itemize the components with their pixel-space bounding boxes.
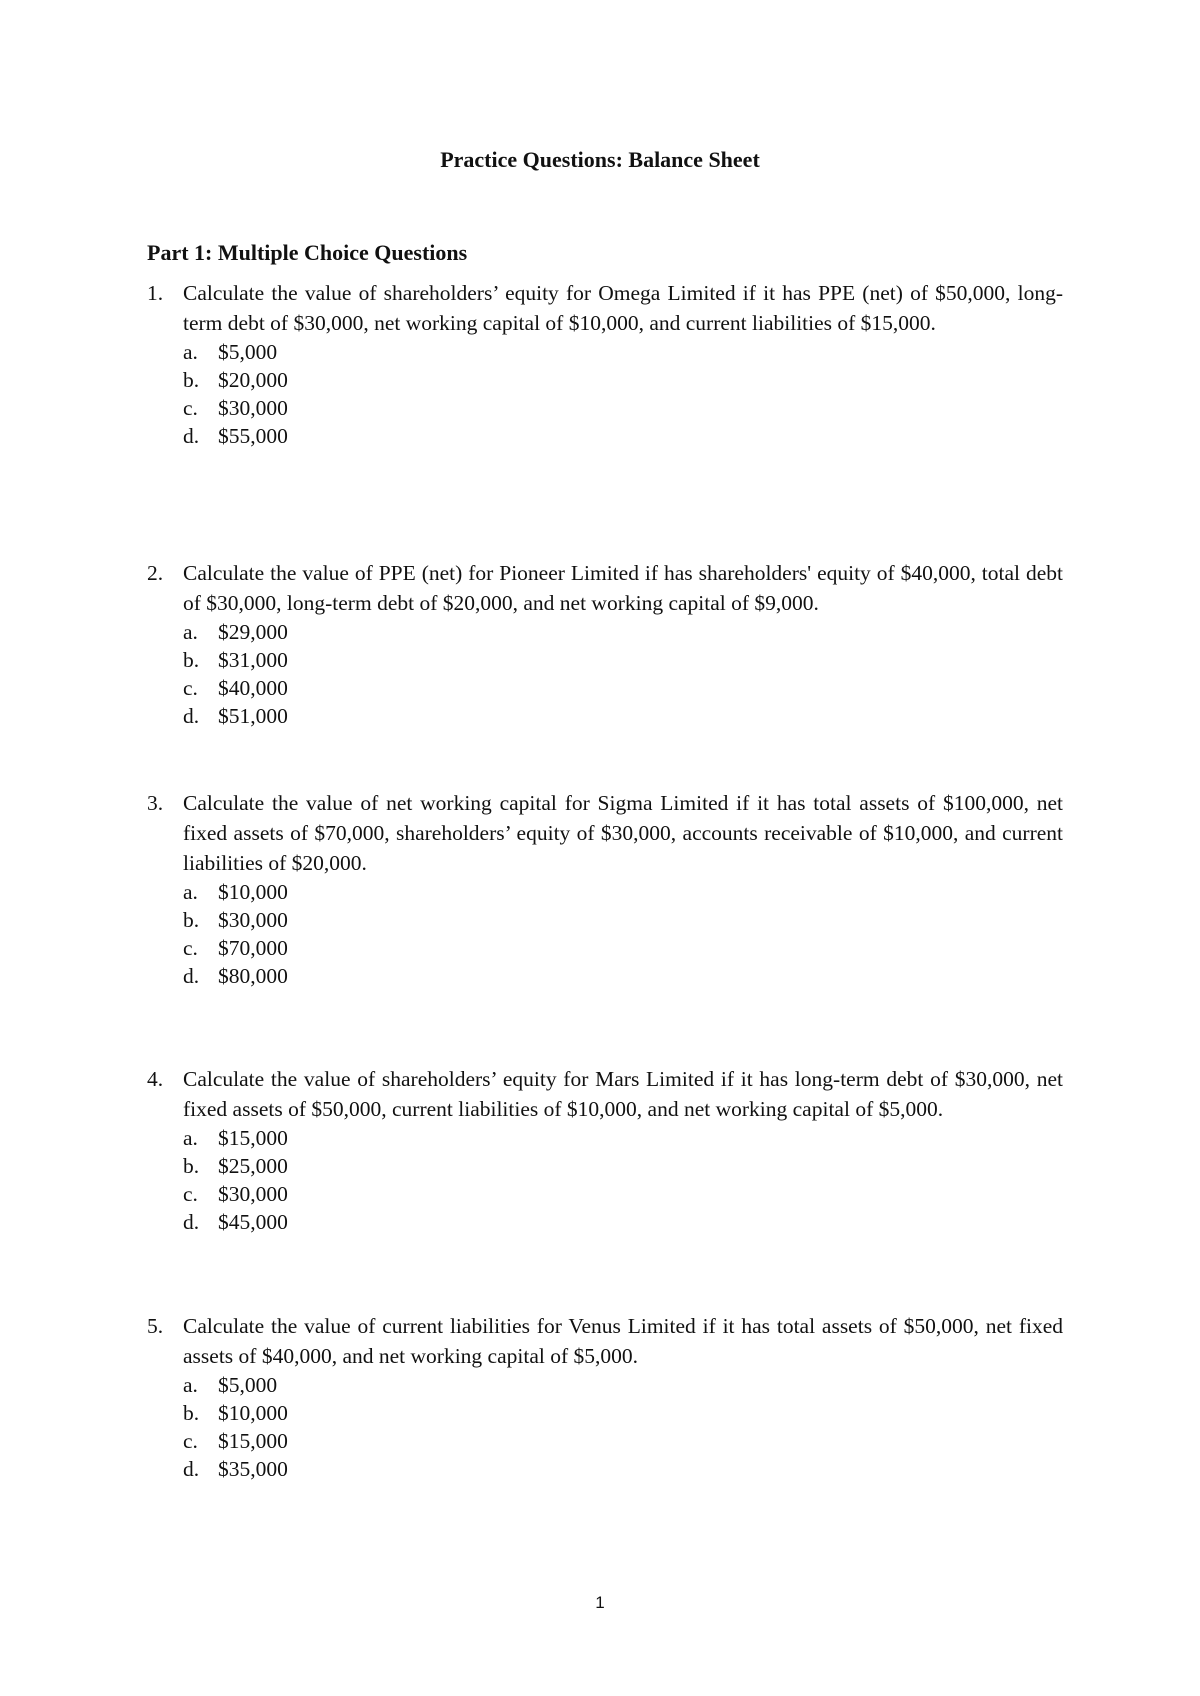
option-value: $25,000: [218, 1154, 288, 1178]
question-text: Calculate the value of current liabilities for Venus Limited if it has total assets of $50,000, net fixed assets of $40,000, and net working capital of $5,000.: [183, 1314, 1063, 1368]
option-letter: a.: [183, 340, 198, 364]
answer-option-d: [183, 1208, 1063, 1236]
option-value: $45,000: [218, 1210, 288, 1234]
option-letter: c.: [183, 396, 198, 420]
option-value: $5,000: [218, 340, 278, 364]
answer-options: [183, 1124, 1063, 1236]
answer-option-c: [183, 1427, 1063, 1455]
option-letter: c.: [183, 936, 198, 960]
option-value: $80,000: [218, 964, 288, 988]
option-value: $30,000: [218, 908, 288, 932]
option-value: $5,000: [218, 1373, 278, 1397]
option-letter: b.: [183, 368, 200, 392]
option-value: $30,000: [218, 396, 288, 420]
option-value: $40,000: [218, 676, 288, 700]
option-letter: b.: [183, 1401, 200, 1425]
question-4: [147, 1064, 1063, 1236]
question-text: Calculate the value of shareholders’ equity for Omega Limited if it has PPE (net) of $50,000, long-term debt of $30,000, net working capital of $10,000, and current liabilities of $15,000.: [183, 281, 1063, 335]
option-letter: d.: [183, 1457, 200, 1481]
option-value: $51,000: [218, 704, 288, 728]
answer-option-d: [183, 962, 1063, 990]
answer-option-b: [183, 1152, 1063, 1180]
answer-option-d: [183, 1455, 1063, 1483]
option-letter: d.: [183, 424, 200, 448]
answer-option-b: [183, 646, 1063, 674]
option-value: $29,000: [218, 620, 288, 644]
question-number: 1.: [147, 281, 164, 305]
answer-option-a: [183, 1124, 1063, 1152]
option-value: $20,000: [218, 368, 288, 392]
option-letter: d.: [183, 704, 200, 728]
question-2: [147, 558, 1063, 730]
option-letter: c.: [183, 1429, 198, 1453]
question-number: 4.: [147, 1067, 164, 1091]
answer-option-a: [183, 878, 1063, 906]
option-letter: a.: [183, 1373, 198, 1397]
question-text: Calculate the value of PPE (net) for Pioneer Limited if has shareholders' equity of $40,000, total debt of $30,000, long-term debt of $20,000, and net working capital of $9,000.: [183, 561, 1063, 615]
answer-option-a: [183, 338, 1063, 366]
answer-option-d: [183, 702, 1063, 730]
question-number: 2.: [147, 561, 164, 585]
option-letter: c.: [183, 676, 198, 700]
answer-options: [183, 878, 1063, 990]
option-letter: b.: [183, 648, 200, 672]
answer-option-d: [183, 422, 1063, 450]
answer-option-c: [183, 394, 1063, 422]
question-text: Calculate the value of net working capital for Sigma Limited if it has total assets of $100,000, net fixed assets of $70,000, shareholders’ equity of $30,000, accounts receivable of $10,000, and current liabilities of $20,000.: [183, 791, 1063, 875]
answer-option-c: [183, 1180, 1063, 1208]
answer-option-b: [183, 366, 1063, 394]
page-number: 1: [595, 1593, 605, 1612]
question-number: 3.: [147, 791, 164, 815]
question-text: Calculate the value of shareholders’ equity for Mars Limited if it has long-term debt of $30,000, net fixed assets of $50,000, current liabilities of $10,000, and net working capital of $5,000.: [183, 1067, 1063, 1121]
answer-options: [183, 338, 1063, 450]
option-value: $35,000: [218, 1457, 288, 1481]
option-value: $10,000: [218, 1401, 288, 1425]
question-number: 5.: [147, 1314, 164, 1338]
question-1: [147, 278, 1063, 450]
option-letter: c.: [183, 1182, 198, 1206]
answer-option-c: [183, 934, 1063, 962]
option-value: $15,000: [218, 1126, 288, 1150]
option-letter: a.: [183, 1126, 198, 1150]
option-value: $70,000: [218, 936, 288, 960]
part-heading: Part 1: Multiple Choice Questions: [147, 240, 468, 265]
answer-option-b: [183, 1399, 1063, 1427]
option-letter: b.: [183, 1154, 200, 1178]
answer-option-c: [183, 674, 1063, 702]
option-letter: a.: [183, 620, 198, 644]
option-letter: d.: [183, 964, 200, 988]
option-value: $15,000: [218, 1429, 288, 1453]
question-5: [147, 1311, 1063, 1483]
document-title: Practice Questions: Balance Sheet: [440, 147, 760, 172]
answer-options: [183, 1371, 1063, 1483]
option-value: $10,000: [218, 880, 288, 904]
option-letter: a.: [183, 880, 198, 904]
question-3: [147, 788, 1063, 990]
answer-option-b: [183, 906, 1063, 934]
option-value: $30,000: [218, 1182, 288, 1206]
option-letter: d.: [183, 1210, 200, 1234]
option-value: $31,000: [218, 648, 288, 672]
answer-options: [183, 618, 1063, 730]
option-letter: b.: [183, 908, 200, 932]
answer-option-a: [183, 618, 1063, 646]
option-value: $55,000: [218, 424, 288, 448]
answer-option-a: [183, 1371, 1063, 1399]
